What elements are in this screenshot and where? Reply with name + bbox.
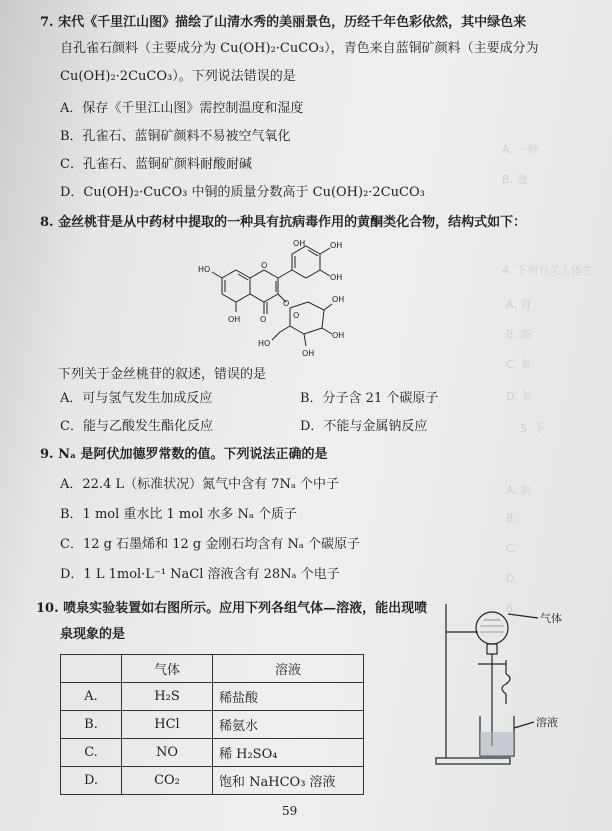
option-8a: A．可与氢气发生加成反应 bbox=[60, 391, 213, 406]
option-8d: D．不能与金属钠反应 bbox=[300, 419, 428, 434]
table-cell: 稀盐酸 bbox=[213, 683, 364, 711]
question-10-stem-2: 泉现象的是 bbox=[60, 627, 126, 642]
question-10-stem: 10. 喷泉实验装置如右图所示。应用下列各组气体—溶液，能出现喷 bbox=[36, 601, 428, 616]
table-header-cell: 气体 bbox=[122, 655, 213, 683]
solution-label: 溶液 bbox=[536, 716, 558, 729]
structure-label: OH bbox=[332, 295, 345, 304]
bleed-text: B. 遗 bbox=[502, 173, 528, 186]
question-7-stem-2: 自孔雀石颜料（主要成分为 Cu(OH)₂·CuCO₃），青色来自蓝铜矿颜料（主要成分为 bbox=[60, 41, 539, 56]
table-row bbox=[61, 739, 364, 767]
table-cell: CO₂ bbox=[122, 767, 213, 795]
structure-label: HO bbox=[258, 339, 271, 348]
structure-label: OH bbox=[330, 273, 343, 282]
bleed-text: B. 细 bbox=[506, 328, 532, 341]
bleed-text: C. 某 bbox=[506, 358, 532, 371]
gas-label: 气体 bbox=[540, 612, 562, 625]
option-7c: C．孔雀石、蓝铜矿颜料耐酸耐碱 bbox=[60, 157, 252, 172]
bleed-text: A. 胃 bbox=[506, 298, 532, 311]
bleed-text: A. 新 bbox=[506, 484, 532, 497]
question-9-stem: 9. Nₐ 是阿伏加德罗常数的值。下列说法正确的是 bbox=[40, 447, 328, 462]
option-9c: C．12 g 石墨烯和 12 g 金刚石均含有 Nₐ 个碳原子 bbox=[60, 537, 360, 552]
table-cell: 稀氨水 bbox=[213, 711, 364, 739]
hyperoside-structure-diagram bbox=[196, 236, 366, 360]
structure-label: OH bbox=[332, 331, 345, 340]
table-header-cell bbox=[61, 655, 122, 683]
structure-label: O bbox=[261, 261, 268, 270]
bleed-text: 6. bbox=[506, 602, 517, 615]
table-cell: B. bbox=[61, 711, 122, 739]
option-9d: D．1 L 1mol·L⁻¹ NaCl 溶液含有 28Nₐ 个电子 bbox=[60, 567, 340, 582]
table-cell: 稀 H₂SO₄ bbox=[213, 739, 364, 767]
table-cell: NO bbox=[122, 739, 213, 767]
table-cell: H₂S bbox=[122, 683, 213, 711]
bleed-text: B. bbox=[506, 512, 518, 525]
table-header-cell: 溶液 bbox=[213, 655, 364, 683]
table-row bbox=[61, 767, 364, 795]
option-8c: C．能与乙酸发生酯化反应 bbox=[60, 419, 213, 434]
table-cell: HCl bbox=[122, 711, 213, 739]
fountain-apparatus-diagram bbox=[434, 596, 584, 776]
option-9b: B．1 mol 重水比 1 mol 水多 Nₐ 个质子 bbox=[60, 507, 298, 522]
bleed-text: D. bbox=[506, 572, 518, 585]
structure-label: O bbox=[260, 315, 267, 324]
bleed-text: A. 一种 bbox=[502, 143, 539, 156]
question-8-stem: 8. 金丝桃苷是从中药材中提取的一种具有抗病毒作用的黄酮类化合物，结构式如下： bbox=[40, 215, 527, 230]
gas-solution-table bbox=[60, 654, 364, 795]
bleed-text: 4. 下列有关人体生 bbox=[502, 264, 593, 277]
structure-label: HO bbox=[198, 265, 211, 274]
bleed-text: 5. 下 bbox=[520, 422, 545, 435]
question-7-stem: 7. 宋代《千里江山图》描绘了山清水秀的美丽景色，历经千年色彩依然，其中绿色来 bbox=[40, 15, 527, 30]
option-7a: A．保存《千里江山图》需控制温度和湿度 bbox=[60, 101, 304, 116]
option-8b: B．分子含 21 个碳原子 bbox=[300, 391, 439, 406]
table-row bbox=[61, 711, 364, 739]
question-8-question: 下列关于金丝桃苷的叙述，错误的是 bbox=[58, 367, 267, 382]
option-7b: B．孔雀石、蓝铜矿颜料不易被空气氧化 bbox=[60, 129, 291, 144]
table-cell: 饱和 NaHCO₃ 溶液 bbox=[213, 767, 364, 795]
table-cell: A. bbox=[61, 683, 122, 711]
bleed-text: C. bbox=[506, 542, 518, 555]
bleed-text: D. 某 bbox=[506, 390, 533, 403]
structure-label: OH bbox=[330, 241, 343, 250]
table-cell: C. bbox=[61, 739, 122, 767]
structure-label: O bbox=[283, 299, 290, 308]
structure-label: OH bbox=[293, 239, 306, 248]
table-cell: D. bbox=[61, 767, 122, 795]
table-header-row bbox=[61, 655, 364, 683]
option-9a: A．22.4 L（标准状况）氮气中含有 7Nₐ 个中子 bbox=[60, 477, 340, 492]
page-number: 59 bbox=[282, 804, 298, 818]
structure-label: OH bbox=[228, 315, 241, 324]
table-row bbox=[61, 683, 364, 711]
structure-label: O bbox=[293, 311, 300, 320]
question-7-stem-3: Cu(OH)₂·2CuCO₃）。下列说法错误的是 bbox=[60, 69, 296, 84]
option-7d: D．Cu(OH)₂·CuCO₃ 中铜的质量分数高于 Cu(OH)₂·2CuCO₃ bbox=[60, 185, 425, 200]
structure-label: OH bbox=[302, 349, 315, 358]
